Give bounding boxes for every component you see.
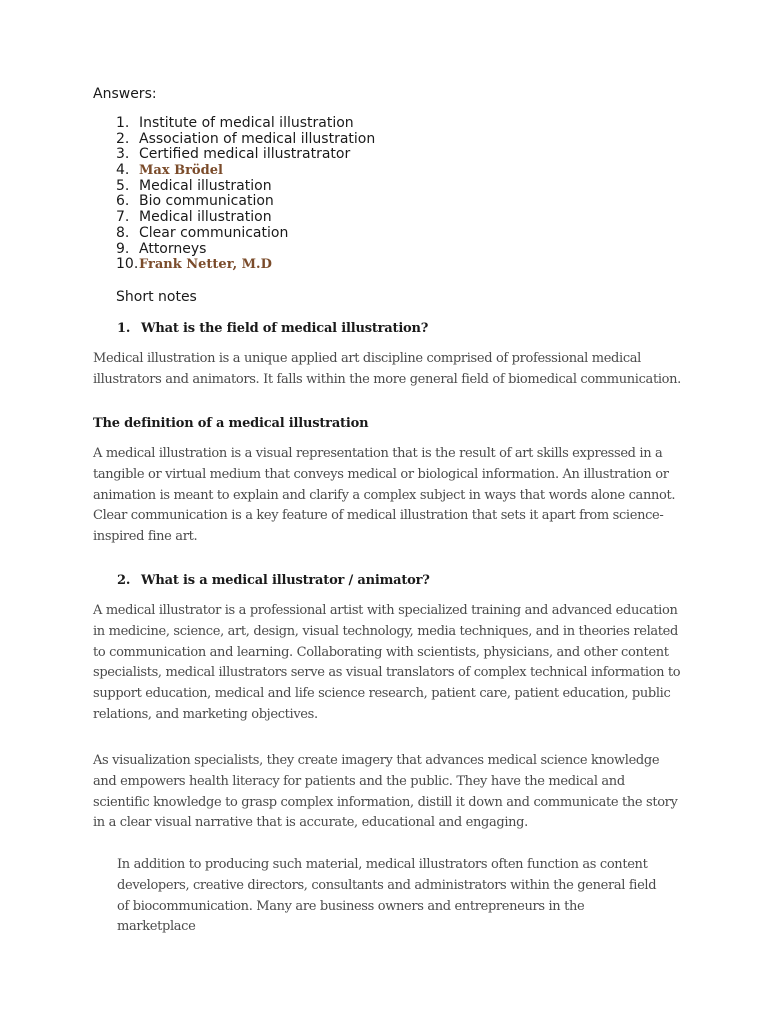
paragraph-illustration-definition: A medical illustration is a visual representation that is the result of art skills expressed in a tangible or virtual medium that conveys medical or biological information. An illustration or animation is meant to explain and clarify a complex subject in ways that words alone cannot. Clear communication is a key feature of medical illustration that sets it apart from science-inspired fine art. xyxy=(93,446,676,545)
list-item-text: Frank Netter, M.D xyxy=(139,257,272,273)
list-item xyxy=(116,257,375,273)
list-item-number: 8. xyxy=(116,224,130,241)
list-item-text: Max Brödel xyxy=(139,163,223,179)
list-item-text: Bio communication xyxy=(139,193,274,210)
paragraph-visualization-specialists: As visualization specialists, they create imagery that advances medical science knowledge and empowers health literacy for patients and the public. They have the medical and scientific knowledge to grasp complex information, distill it down and communicate the story in a clear visual narrative that is accurate, educational and engaging. xyxy=(93,753,678,831)
list-item xyxy=(116,242,375,258)
question-heading-2 xyxy=(117,573,430,588)
list-item xyxy=(116,194,375,210)
list-item xyxy=(116,116,375,132)
list-item xyxy=(116,132,375,148)
short-notes-label: Short notes xyxy=(116,289,197,305)
list-item xyxy=(116,210,375,226)
list-item-number: 3. xyxy=(116,146,130,163)
list-item xyxy=(116,226,375,242)
question-title: What is a medical illustrator / animator? xyxy=(141,573,430,588)
list-item-text: Institute of medical illustration xyxy=(139,115,354,131)
list-item-number: 7. xyxy=(116,209,130,226)
list-item-text: Medical illustration xyxy=(139,177,272,194)
list-item xyxy=(116,163,375,179)
list-item-number: 10. xyxy=(116,256,139,273)
question-number: 1. xyxy=(117,321,131,336)
list-item-number: 1. xyxy=(116,115,130,131)
list-item-text: Association of medical illustration xyxy=(139,130,376,147)
list-item-number: 9. xyxy=(116,240,130,257)
list-item-number: 5. xyxy=(116,177,130,194)
list-item xyxy=(116,147,375,163)
paragraph-field-definition: Medical illustration is a unique applied art discipline comprised of professional medical illustrators and animators. It falls within the more general field of biomedical communication. xyxy=(93,351,681,387)
paragraph-additional-roles: In addition to producing such material, medical illustrators often function as content developers, creative directors, consultants and administrators within the general field of biocommunication. Many are business owners and entrepreneurs in the marketplace xyxy=(117,857,657,935)
definition-heading: The definition of a medical illustration xyxy=(93,416,369,431)
paragraph-illustrator-definition: A medical illustrator is a professional artist with specialized training and advanced education in medicine, science, art, design, visual technology, media techniques, and in theories related to communication and learning. Collaborating with scientists, physicians, and other content specialists, medical illustrators serve as visual translators of complex technical information to support education, medical and life science research, patient care, patient education, public relations, and marketing objectives. xyxy=(93,603,681,722)
list-item-text: Medical illustration xyxy=(139,209,272,226)
list-item xyxy=(116,179,375,195)
list-item-number: 4. xyxy=(116,162,130,179)
question-heading-1 xyxy=(117,321,428,336)
answers-list xyxy=(116,116,375,273)
list-item-number: 6. xyxy=(116,193,130,210)
list-item-text: Attorneys xyxy=(139,240,207,257)
list-item-text: Clear communication xyxy=(139,224,289,241)
answers-heading: Answers: xyxy=(93,86,157,102)
list-item-number: 2. xyxy=(116,130,130,147)
list-item-text: Certified medical illustratrator xyxy=(139,146,351,163)
question-title: What is the field of medical illustration? xyxy=(141,321,429,336)
question-number: 2. xyxy=(117,573,131,588)
